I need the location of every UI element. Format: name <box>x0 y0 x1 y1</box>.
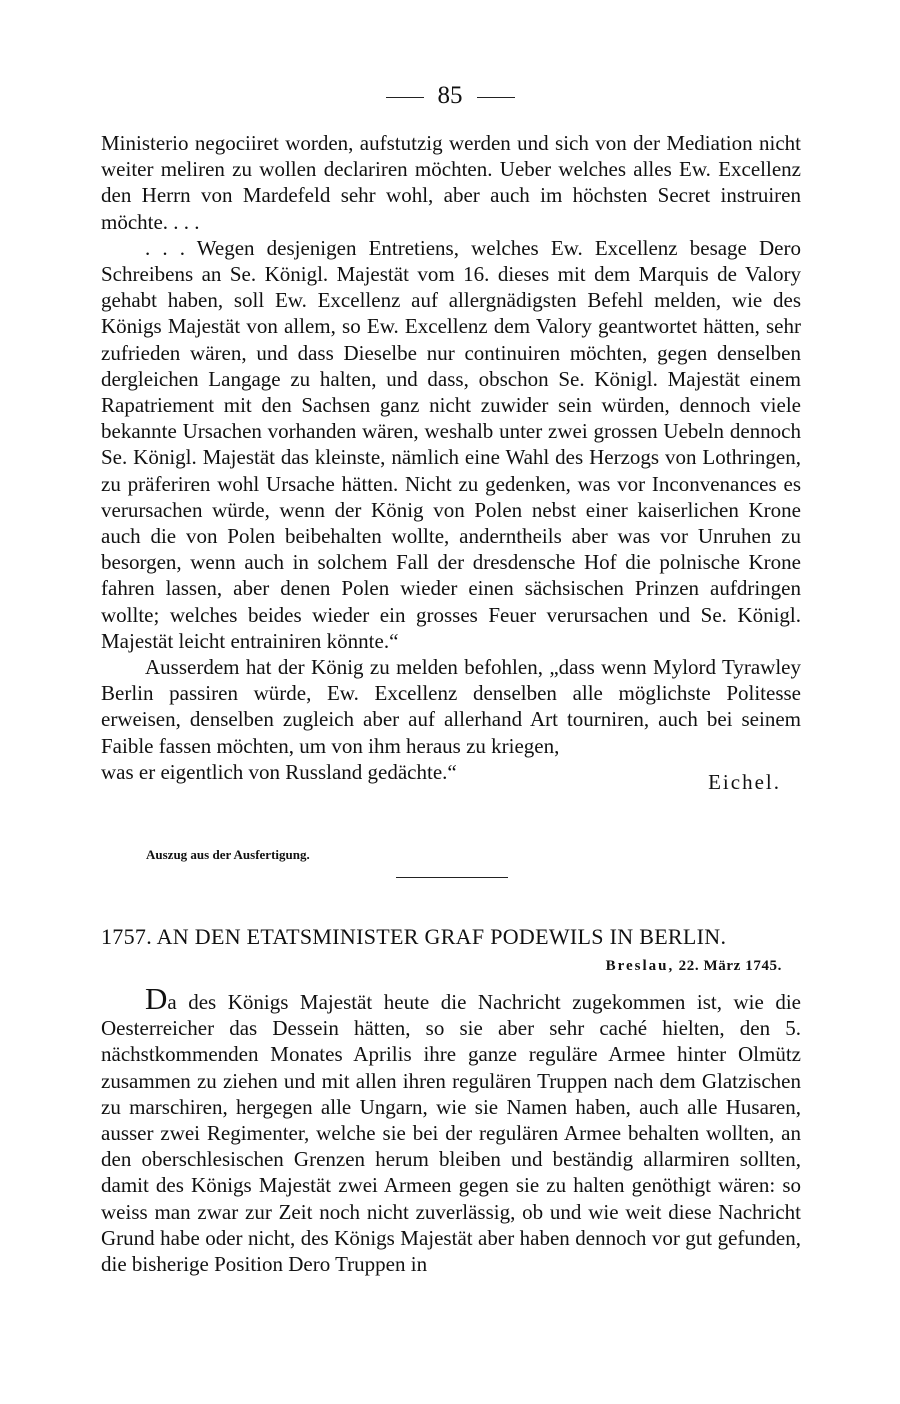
page-number-dash-left <box>386 97 424 98</box>
letter-number: 1757. <box>101 924 152 949</box>
signature: Eichel. <box>708 769 781 794</box>
drop-letter: D <box>145 981 168 1016</box>
dateline-place: Breslau, <box>605 958 675 974</box>
letter-title: AN DEN ETATSMINISTER GRAF PODEWILS IN BERLIN. <box>156 924 727 949</box>
previous-letter-text <box>101 130 801 794</box>
paragraph-entretiens: . . . Wegen desjenigen Entretiens, welches Ew. Excellenz besage Dero Schreibens an Se. Königl. Majestät vom 16. dieses mit dem Marquis de Valory gehabt haben, soll Ew. Excellenz auf allergnädigsten Befehl melden, wie des Königs Majestät von allem, so Ew. Excellenz dem Valory geantwortet hätten, sehr zufrieden wären, und dass Dieselbe nur continuiren möchten, gegen denselben dergleichen Langage zu halten, und dass, obschon Se. Königl. Majestät einem Rapatriement mit den Sachsen ganz nicht zuwider sein würden, dennoch viele bekannte Ursachen vorhanden wären, weshalb unter zwei grossen Uebeln dennoch Se. Königl. Majestät das kleinste, nämlich eine Wahl des Herzogs von Lothringen, zu präferiren wohl Ursache hätten. Nicht zu gedenken, was vor Inconvenances es verursachen würde, wenn der König von Polen nebst einer kaiserlichen Krone auch die von Polen beibehalten wollte, anderntheils aber was vor Unruhen zu besorgen, wenn auch in solchem Fall der dresdensche Hof die polnische Krone fahren lassen, aber denen Polen wieder einen sächsischen Prinzen aufdringen wollte; welches beides wieder ein grosses Feuer verursachen und Se. Königl. Majestät leicht entrainiren könnte.“ <box>101 235 801 653</box>
letter-body <box>101 981 801 1277</box>
page-number <box>0 82 900 110</box>
page-number-dash-right <box>477 97 515 98</box>
letter-body-text: a des Königs Majestät heute die Nachricht zugekommen ist, wie die Oesterreicher das Dessein hätten, so sie aber sehr caché hielten, den 5. nächstkommenden Monates Aprilis ihre ganze reguläre Armee hinter Olmütz zusammen zu ziehen und mit allen ihren regulären Truppen nach dem Glatzischen zu marschiren, hergegen alle Ungarn, wie sie Namen haben, auch alle Husaren, ausser zwei Regimenter, welche sie bei der regulären Armee behalten wollten, an den oberschlesischen Grenzen herum bleiben und beständig allarmiren sollten, damit des Königs Majestät zwei Armeen gegen sie zu halten genöthigt wären: so weiss man zwar zur Zeit noch nicht zuverlässig, ob und wie weit diese Nachricht Grund habe oder nicht, des Königs Majestät aber haben dennoch vor gut gefunden, die bisherige Position Dero Truppen in <box>101 990 801 1277</box>
closing-line <box>101 759 801 794</box>
letter-body-paragraph <box>101 981 801 1277</box>
paragraph-closing: was er eigentlich von Russland gedächte.“ <box>101 759 457 784</box>
paragraph-continuation: Ministerio negociiret worden, aufstutzig werden und sich von der Mediation nicht weiter meliren zu wollen declariren möchten. Ueber welches alles Ew. Excellenz den Herrn von Mardefeld sehr wohl, aber auch im höchsten Secret instruiren möchte. . . . <box>101 131 801 234</box>
dateline <box>606 958 782 975</box>
section-divider <box>396 877 508 878</box>
letter-heading <box>101 924 806 950</box>
page-number-text: 85 <box>437 82 463 109</box>
paragraph-ausserdem: Ausserdem hat der König zu melden befohlen, „dass wenn Mylord Tyrawley Berlin passiren würde, Ew. Excellenz denselben alle möglichste Politesse erweisen, denselben zugleich aber auf allerhand Art tourniren, auch bei seinem Faible fassen möchten, um von ihm heraus zu kriegen, <box>101 655 801 758</box>
source-note: Auszug aus der Ausfertigung. <box>146 847 310 862</box>
dateline-date: 22. März 1745. <box>678 958 782 974</box>
